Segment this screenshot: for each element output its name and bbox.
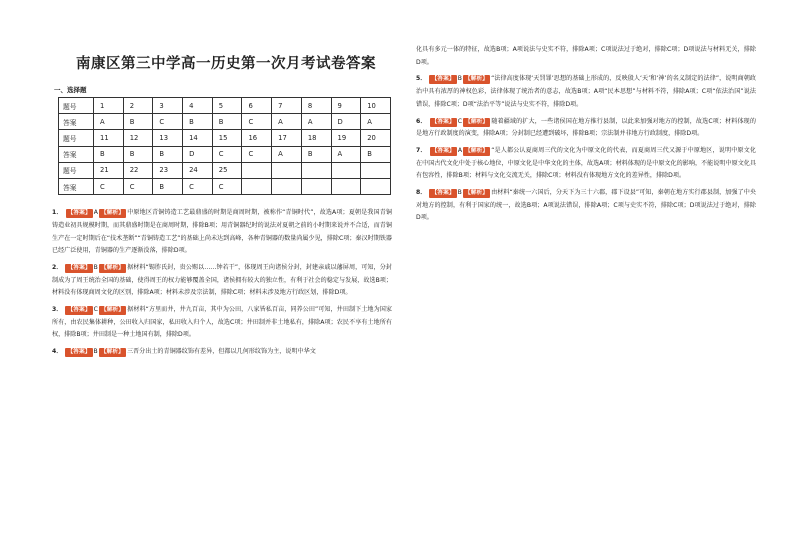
table-row-header: 答案 <box>59 178 94 194</box>
table-row-header: 题号 <box>59 162 94 178</box>
table-cell: A <box>331 146 361 162</box>
table-cell: B <box>94 146 124 162</box>
table-cell: 8 <box>301 98 331 114</box>
explanation-item <box>52 346 392 359</box>
answer-tag: 【答案】 <box>67 349 91 356</box>
table-cell: 25 <box>212 162 242 178</box>
table-cell: A <box>361 114 391 130</box>
explanation-item <box>416 145 756 183</box>
explanation-text: 化具有多元一体的特征，故选B项；A项说法与史实不符，排除A项；C项说法过于绝对，排除C项；D项说法与材料无关，排除D项。 <box>416 46 756 66</box>
table-cell: 24 <box>183 162 213 178</box>
analysis-tag: 【解析】 <box>100 264 125 271</box>
answer-letter: C <box>457 117 463 125</box>
explanation-item <box>52 304 392 342</box>
right-column <box>416 44 756 229</box>
item-number: 7． <box>416 146 427 154</box>
table-cell: 9 <box>331 98 361 114</box>
table-cell: 13 <box>153 130 183 146</box>
table-cell: A <box>301 114 331 130</box>
table-cell: D <box>183 146 213 162</box>
table-row-header: 题号 <box>59 98 94 114</box>
table-cell: 4 <box>183 98 213 114</box>
table-cell: 12 <box>123 130 153 146</box>
table-row <box>59 162 391 178</box>
table-cell: A <box>94 114 124 130</box>
table-cell: B <box>361 146 391 162</box>
table-cell: A <box>272 146 302 162</box>
table-cell: 18 <box>301 130 331 146</box>
table-cell: C <box>153 114 183 130</box>
analysis-tag: 【解析】 <box>100 210 125 217</box>
table-cell: D <box>331 114 361 130</box>
explanation-text: “是人都公认夏商周三代的文化为中原文化的代表，而夏商周三代又源于中原地区，说明中原文化在中国古代文化中处于核心地位，中原文化是中华文化的主体，故选A项；材料体现的是中原文化的影响，不能说明中原文化具有包容性，排除B项；材料与文化交流无关，排除C项；材料没有体现地方文化的差异性，排除D项。 <box>416 146 756 180</box>
explanation-list <box>52 207 392 359</box>
explanation-item <box>416 187 756 225</box>
table-cell: C <box>123 178 153 194</box>
section-heading: 一、选择题 <box>54 86 87 94</box>
answer-tag: 【答案】 <box>431 118 455 125</box>
table-cell: 3 <box>153 98 183 114</box>
answer-letter: B <box>93 263 98 271</box>
table-cell <box>331 178 361 194</box>
item-number: 6． <box>416 117 427 125</box>
left-column <box>52 52 392 363</box>
table-cell <box>301 178 331 194</box>
explanation-text: 据材料“方里而井，井九百亩，其中为公田，八家皆私百亩，同养公田”可知，井田制下土地为国家所有，由农民集体耕种，公田收入归国家，私田收入归个人，故选C项；井田制并非土地私有，排除A项；农民不享有土地所有权，排除B项；井田制是一种土地国有制，排除D项。 <box>52 306 392 339</box>
analysis-tag: 【解析】 <box>464 76 489 83</box>
item-number: 8． <box>416 189 427 197</box>
table-cell <box>242 178 272 194</box>
table-cell: C <box>242 146 272 162</box>
table-cell: 6 <box>242 98 272 114</box>
explanation-text: 随着疆域的扩大，一些诸侯国在地方推行县制，以此来加强对地方的控制，故选C项；材料体现的是地方行政制度的演变，排除A项；分封制已经遭到破坏，排除B项；宗法制并非地方行政制度，排除D项。 <box>416 117 756 138</box>
table-cell: 21 <box>94 162 124 178</box>
explanation-text: 据材料“锡胙氏封，贵公赐以……钟若干”，体现周王向诸侯分封，封建亲戚以藩屏周，可知，分封制成为了周王统治全国的基础，使得周王的权力能够覆盖全国，诸侯拥有较大的独立性，有利于社会的稳定与发展，故选B项；材料没有体现商周文化的区别，排除A项；材料未涉及宗法制，排除C项；材料未涉及地方行政区划，排除D项。 <box>52 263 392 297</box>
table-cell <box>242 162 272 178</box>
explanation-list-continued <box>416 44 756 225</box>
analysis-tag: 【解析】 <box>465 118 489 125</box>
table-cell: B <box>123 146 153 162</box>
explanation-text: 三晋分出土的青铜器纹饰有差异，但都以几何形纹饰为主，说明中华文 <box>126 348 316 356</box>
table-cell: B <box>301 146 331 162</box>
answer-tag: 【答案】 <box>431 190 455 197</box>
table-row-header: 答案 <box>59 146 94 162</box>
table-cell: 2 <box>123 98 153 114</box>
explanation-item <box>416 116 756 141</box>
table-row <box>59 98 391 114</box>
table-cell: 23 <box>153 162 183 178</box>
table-cell: C <box>94 178 124 194</box>
answer-tag: 【答案】 <box>431 147 455 154</box>
explanation-item <box>52 207 392 258</box>
table-cell: 16 <box>242 130 272 146</box>
table-cell: 5 <box>212 98 242 114</box>
item-number: 4． <box>52 348 63 356</box>
answer-letter: A <box>457 146 462 154</box>
table-row <box>59 130 391 146</box>
answer-tag: 【答案】 <box>67 307 91 314</box>
explanation-text: 由材料“秦统一六国后，分天下为三十六郡，郡下设县”可知，秦朝在地方实行郡县制，加强了中央对地方的控制，有利于国家的统一，故选B项；A项说法错误，排除A项；C项与史实不符，排除C项；D项说法过于绝对，排除D项。 <box>416 189 756 222</box>
table-cell <box>361 162 391 178</box>
table-cell: 20 <box>361 130 391 146</box>
analysis-tag: 【解析】 <box>464 147 489 154</box>
answer-tag: 【答案】 <box>431 76 455 83</box>
table-cell: 17 <box>272 130 302 146</box>
document-title: 南康区第三中学高一历史第一次月考试卷答案 <box>76 56 376 72</box>
table-row-header: 题号 <box>59 130 94 146</box>
table-row <box>59 114 391 130</box>
answer-letter: B <box>457 75 462 83</box>
table-row <box>59 178 391 194</box>
answer-tag: 【答案】 <box>67 210 91 217</box>
table-cell: B <box>212 114 242 130</box>
explanation-text: 中原地区青铜铸造工艺最鼎盛的时期是商周时期，被称作“青铜时代”，故选A项；夏朝是我国青铜铸造业初具规模时期，而其鼎盛时期是在商周时期，排除B项；用青铜器纪时的说法对夏朝之前的小时期来说并不合适，而青铜生产在一定时期后在“技术垄断”“青铜铸造工艺”的基础上尚未达到高峰，各种青铜器的数量尚属少见，排除C项；秦汉时期铁器已经广泛使用，青铜器的生产逐渐没落，排除D项。 <box>52 209 392 255</box>
answer-letter: A <box>93 209 98 217</box>
table-cell: C <box>212 178 242 194</box>
table-cell <box>272 178 302 194</box>
table-cell: A <box>272 114 302 130</box>
table-cell: 15 <box>212 130 242 146</box>
table-cell <box>331 162 361 178</box>
explanation-item <box>52 262 392 300</box>
answer-table <box>58 97 391 195</box>
table-cell: B <box>183 114 213 130</box>
answer-letter: B <box>93 348 98 356</box>
explanation-item <box>416 73 756 111</box>
table-cell: B <box>153 178 183 194</box>
table-cell: B <box>123 114 153 130</box>
item-number: 3． <box>52 306 63 314</box>
table-cell: B <box>153 146 183 162</box>
table-cell: C <box>183 178 213 194</box>
table-cell <box>361 178 391 194</box>
answer-letter: C <box>93 306 98 314</box>
analysis-tag: 【解析】 <box>100 349 124 356</box>
item-number: 1． <box>52 209 63 217</box>
answer-letter: B <box>457 189 462 197</box>
table-cell: 22 <box>123 162 153 178</box>
table-cell: 11 <box>94 130 124 146</box>
table-cell: 19 <box>331 130 361 146</box>
table-cell: 10 <box>361 98 391 114</box>
item-number: 2． <box>52 263 63 271</box>
analysis-tag: 【解析】 <box>464 190 489 197</box>
table-cell <box>272 162 302 178</box>
table-cell: C <box>212 146 242 162</box>
table-cell <box>301 162 331 178</box>
item-number: 5． <box>416 75 427 83</box>
answer-tag: 【答案】 <box>67 264 91 271</box>
table-cell: 7 <box>272 98 302 114</box>
table-cell: 14 <box>183 130 213 146</box>
analysis-tag: 【解析】 <box>100 307 125 314</box>
table-cell: C <box>242 114 272 130</box>
explanation-text: “法律高度体现‘天罚罪’思想的基础上形成的，反映殷人‘天’和‘神’的名义制定的法律”，说明商朝政治中具有浓厚的神权色彩，法律体现了统治者的意志，故选B项；A项“民本思想”与材料不符，排除A项；C项“依法治国”说法错误，排除C项；D项“法治平等”说法与史实不符，排除D项。 <box>416 75 757 108</box>
table-cell: 1 <box>94 98 124 114</box>
table-row-header: 答案 <box>59 114 94 130</box>
table-row <box>59 146 391 162</box>
explanation-item <box>416 44 756 69</box>
